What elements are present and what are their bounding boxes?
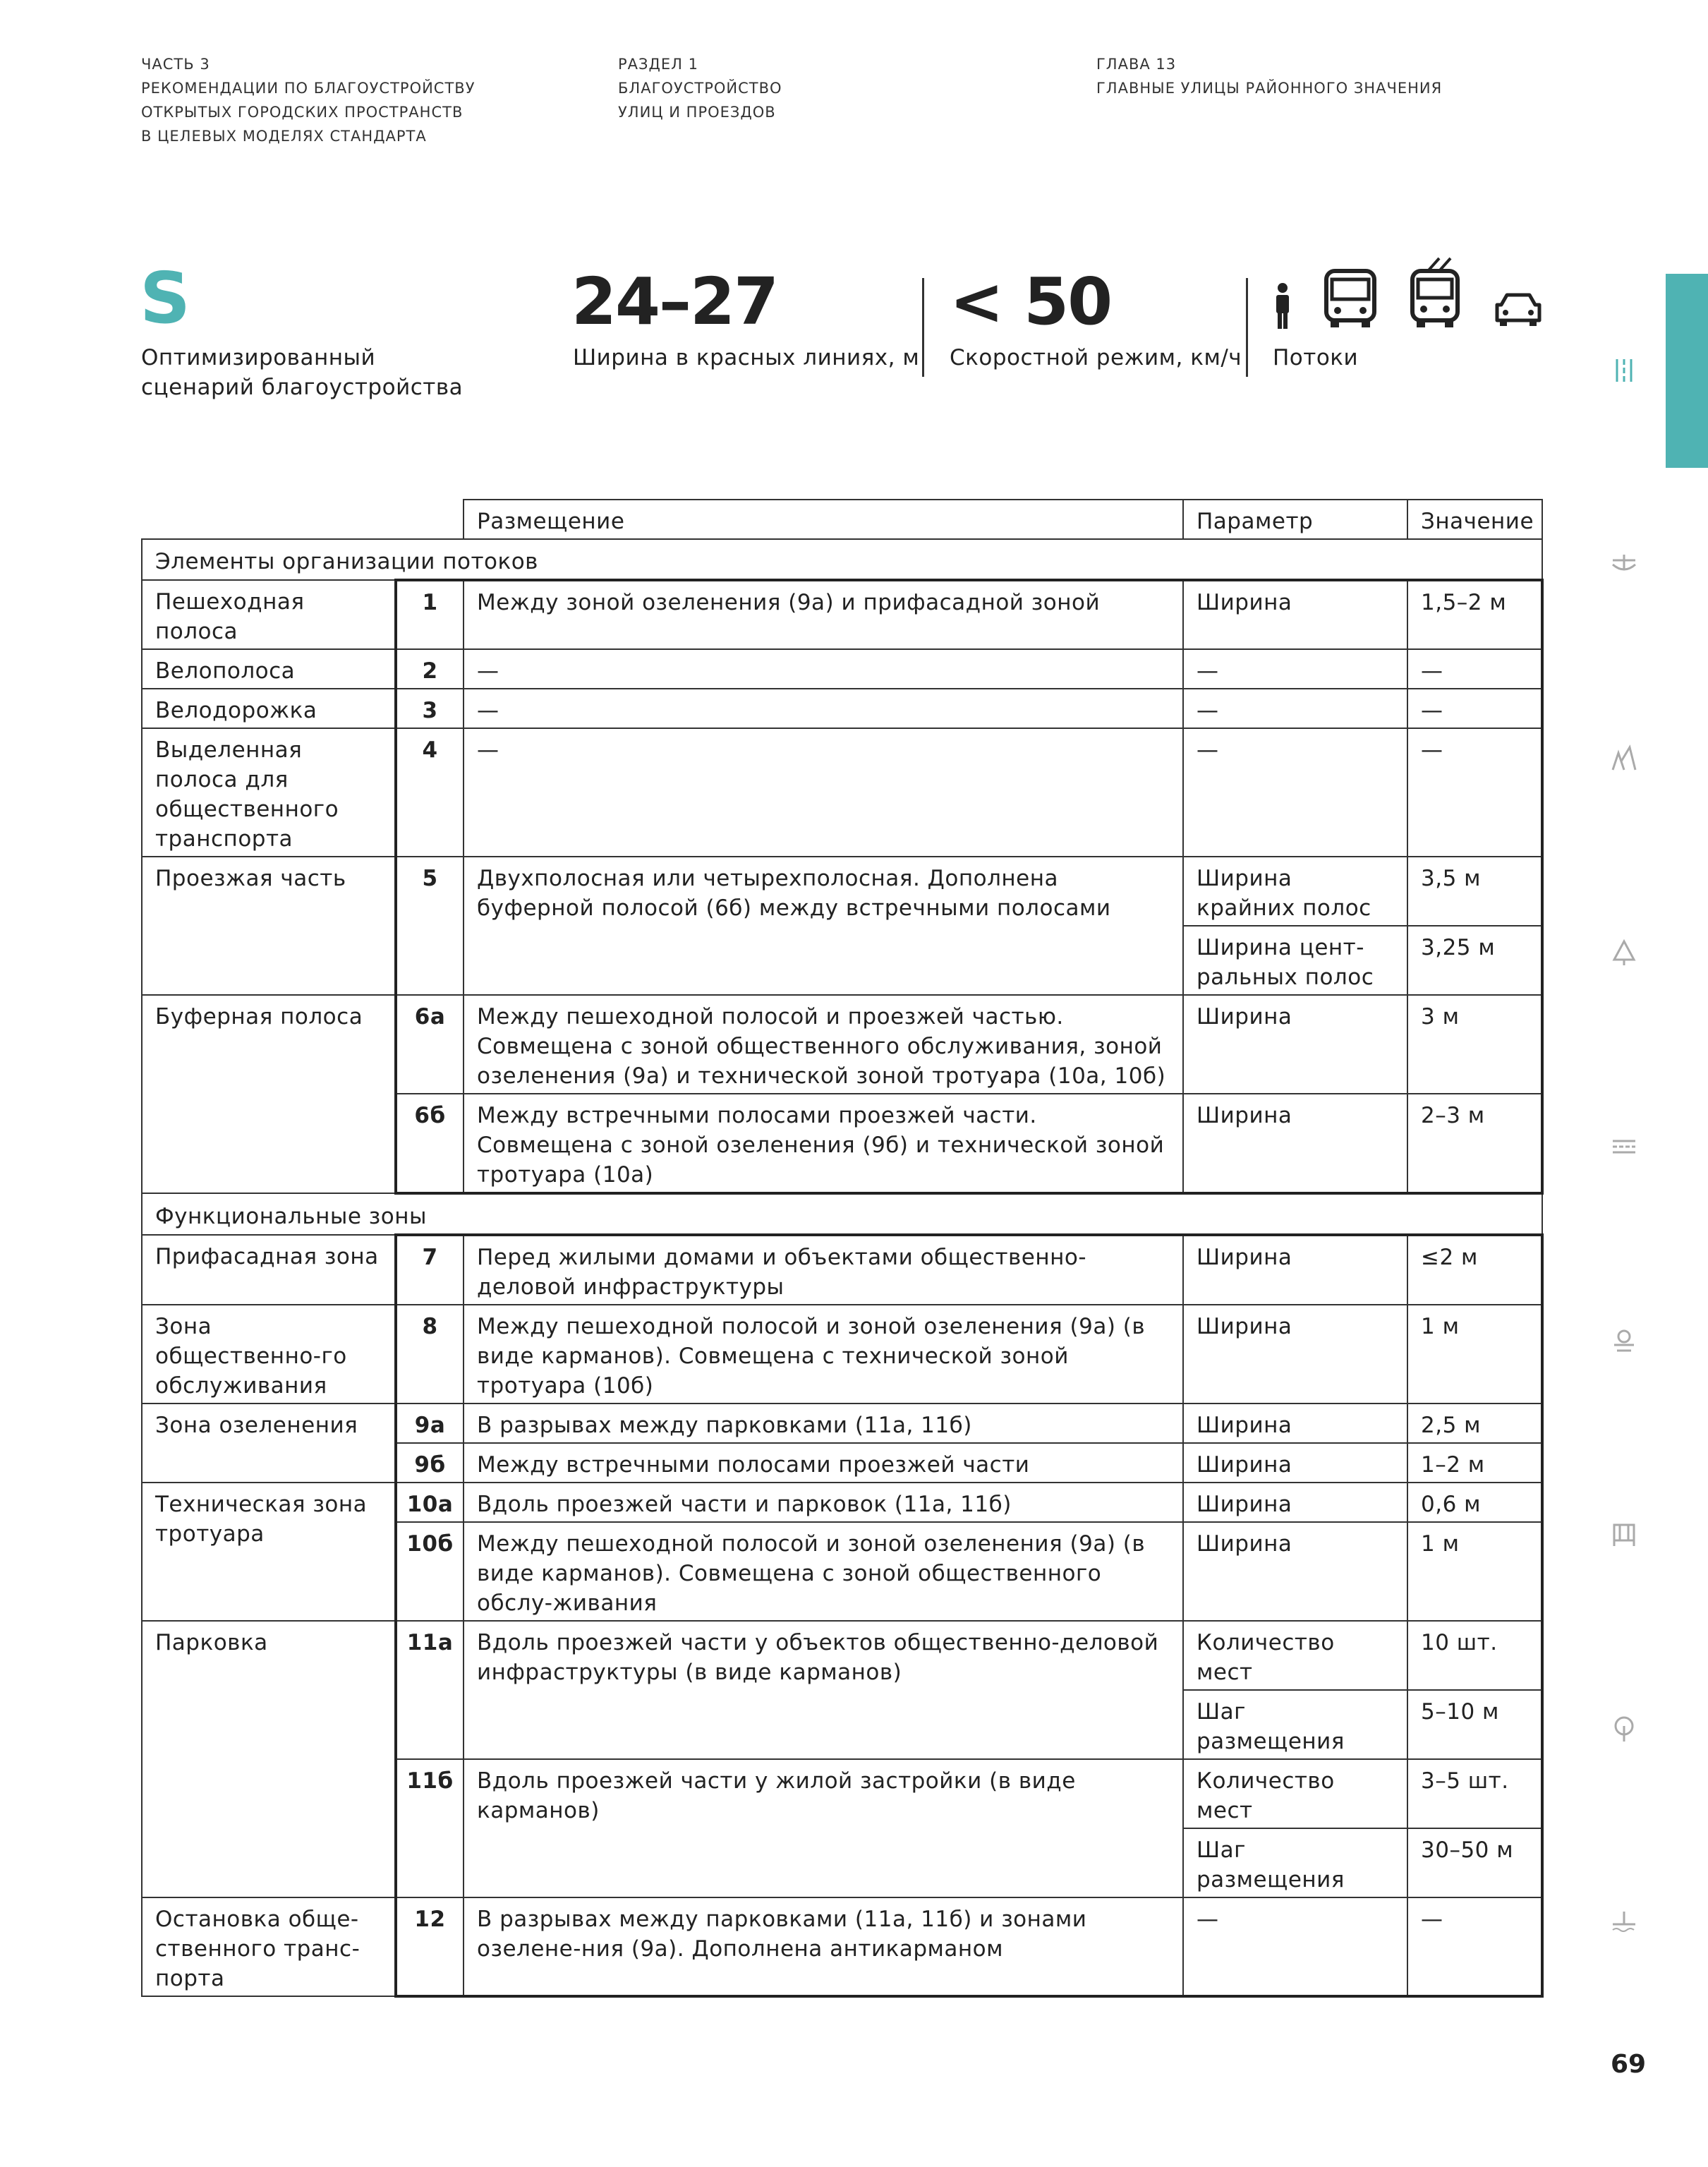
row-value: ≤2 м — [1407, 1235, 1542, 1305]
row-name: Зона общественно-го обслуживания — [142, 1305, 396, 1404]
header-chapter-line: ГЛАВНЫЕ УЛИЦЫ РАЙОННОГО ЗНАЧЕНИЯ — [1096, 80, 1443, 97]
row-parameter: Ширина — [1183, 580, 1407, 649]
row-number: 6а — [396, 995, 464, 1094]
header-part-line: ОТКРЫТЫХ ГОРОДСКИХ ПРОСТРАНСТВ — [141, 104, 464, 121]
row-placement: Между встречными полосами проезжей части — [464, 1443, 1183, 1483]
header-chapter — [1096, 52, 1442, 100]
header-section — [618, 52, 782, 124]
row-parameter: Ширина — [1183, 1522, 1407, 1621]
table-row — [142, 580, 1542, 649]
row-number: 2 — [396, 649, 464, 689]
row-number: 9а — [396, 1404, 464, 1443]
row-value: 1–2 м — [1407, 1443, 1542, 1483]
row-value: 2,5 м — [1407, 1404, 1542, 1443]
table-row — [142, 728, 1542, 857]
row-number: 6б — [396, 1094, 464, 1193]
row-parameter: Ширина цент-ральных полос — [1183, 926, 1407, 995]
row-placement: — — [464, 649, 1183, 689]
table-row — [142, 1305, 1542, 1404]
row-value: 5–10 м — [1407, 1690, 1542, 1759]
row-number: 8 — [396, 1305, 464, 1404]
table-row — [142, 857, 1542, 926]
row-number: 1 — [396, 580, 464, 649]
row-value: — — [1407, 1897, 1542, 1996]
row-parameter: Шаг размещения — [1183, 1690, 1407, 1759]
row-number: 12 — [396, 1897, 464, 1996]
row-placement: Вдоль проезжей части и парковок (11а, 11б) — [464, 1483, 1183, 1522]
building-icon[interactable] — [1610, 744, 1638, 773]
row-parameter: Ширина — [1183, 1235, 1407, 1305]
row-name: Пешеходная полоса — [142, 580, 396, 649]
sidebar-active-tab[interactable] — [1666, 274, 1708, 468]
row-parameter: Шаг размещения — [1183, 1828, 1407, 1897]
row-name: Зона озеленения — [142, 1404, 396, 1483]
bridge-icon[interactable] — [1610, 550, 1638, 579]
tree-icon[interactable] — [1610, 938, 1638, 967]
row-name: Выделенная полоса для общественного транспорта — [142, 728, 396, 857]
row-value: 30–50 м — [1407, 1828, 1542, 1897]
row-placement: В разрывах между парковками (11а, 11б) — [464, 1404, 1183, 1443]
row-placement: Двухполосная или четырехполосная. Дополнена буферной полосой (6б) между встречными полосами — [464, 857, 1183, 995]
scenario-caption — [141, 343, 463, 402]
row-value: — — [1407, 728, 1542, 857]
row-value: 2–3 м — [1407, 1094, 1542, 1193]
row-value: 10 шт. — [1407, 1621, 1542, 1690]
row-parameter: Ширина — [1183, 1305, 1407, 1404]
section-title: Элементы организации потоков — [142, 539, 1542, 580]
row-value: 3,25 м — [1407, 926, 1542, 995]
row-name: Техническая зона тротуара — [142, 1483, 396, 1621]
speed-value: < 50 — [950, 264, 1112, 339]
header-section-line: РАЗДЕЛ 1 — [618, 56, 698, 73]
divider — [922, 278, 924, 377]
scenario-letter: S — [140, 257, 191, 339]
header-part-line: В ЦЕЛЕВЫХ МОДЕЛЯХ СТАНДАРТА — [141, 128, 427, 145]
table-row — [142, 649, 1542, 689]
row-parameter: Количество мест — [1183, 1621, 1407, 1690]
row-name: Парковка — [142, 1621, 396, 1897]
row-value: 1,5–2 м — [1407, 580, 1542, 649]
section-row — [142, 539, 1542, 580]
row-placement: Между пешеходной полосой и проезжей частью. Совмещена с зоной общественного обслуживания, зоной озеленения (9а) и технической зоной тротуара (10а, 10б) — [464, 995, 1183, 1094]
width-label: Ширина в красных линиях, м — [573, 345, 920, 370]
row-parameter: Ширина крайних полос — [1183, 857, 1407, 926]
header-part-line: ЧАСТЬ 3 — [141, 56, 210, 73]
row-number: 9б — [396, 1443, 464, 1483]
row-placement: Перед жилыми домами и объектами общественно-деловой инфраструктуры — [464, 1235, 1183, 1305]
row-placement: Вдоль проезжей части у жилой застройки (в виде карманов) — [464, 1759, 1183, 1897]
specification-table — [141, 499, 1544, 1998]
scenario-caption-line: Оптимизированный — [141, 345, 376, 370]
bus-icon — [1322, 267, 1379, 330]
table-row — [142, 1235, 1542, 1305]
row-number: 7 — [396, 1235, 464, 1305]
trolleybus-icon — [1408, 255, 1462, 330]
table-row — [142, 1483, 1542, 1522]
row-placement: В разрывах между парковками (11а, 11б) и зонами озелене-ния (9а). Дополнена антикарманом — [464, 1897, 1183, 1996]
pedestrian-icon — [1270, 282, 1295, 332]
row-name: Велодорожка — [142, 689, 396, 728]
header-chapter-line: ГЛАВА 13 — [1096, 56, 1177, 73]
row-name: Велополоса — [142, 649, 396, 689]
gate-icon[interactable] — [1610, 1521, 1638, 1549]
row-number: 11б — [396, 1759, 464, 1897]
header-section-line: БЛАГОУСТРОЙСТВО — [618, 80, 782, 97]
header-section-line: УЛИЦ И ПРОЕЗДОВ — [618, 104, 776, 121]
row-name: Остановка обще-ственного транс-порта — [142, 1897, 396, 1996]
table-row — [142, 1897, 1542, 1996]
speed-label: Скоростной режим, км/ч — [950, 345, 1242, 370]
table-row — [142, 1404, 1542, 1443]
row-placement: Вдоль проезжей части у объектов общественно-деловой инфраструктуры (в виде карманов) — [464, 1621, 1183, 1759]
header-part — [141, 52, 476, 148]
row-parameter: Ширина — [1183, 1443, 1407, 1483]
table-row — [142, 1621, 1542, 1690]
row-value: 3 м — [1407, 995, 1542, 1094]
fountain-icon[interactable] — [1610, 1327, 1638, 1355]
park-icon[interactable] — [1610, 1715, 1638, 1743]
section-row — [142, 1193, 1542, 1235]
flows-label: Потоки — [1273, 345, 1359, 370]
row-value: 1 м — [1407, 1305, 1542, 1404]
row-number: 3 — [396, 689, 464, 728]
table-header-row — [142, 500, 1542, 539]
embankment-icon[interactable] — [1610, 1133, 1638, 1161]
column-header-parameter: Параметр — [1183, 500, 1407, 539]
row-name: Прифасадная зона — [142, 1235, 396, 1305]
row-placement: Между пешеходной полосой и зоной озеленения (9а) (в виде карманов). Совмещена с технической зоной тротуара (10б) — [464, 1305, 1183, 1404]
row-parameter: Ширина — [1183, 1404, 1407, 1443]
waterfront-icon[interactable] — [1610, 1909, 1638, 1937]
column-header-value: Значение — [1407, 500, 1542, 539]
row-number: 10а — [396, 1483, 464, 1522]
row-placement: — — [464, 689, 1183, 728]
row-name: Проезжая часть — [142, 857, 396, 995]
row-number: 11а — [396, 1621, 464, 1759]
row-value: 3,5 м — [1407, 857, 1542, 926]
row-placement: Между пешеходной полосой и зоной озеленения (9а) (в виде карманов). Совмещена с зоной общественного обслу-живания — [464, 1522, 1183, 1621]
row-value: 0,6 м — [1407, 1483, 1542, 1522]
column-header-placement: Размещение — [464, 500, 1183, 539]
row-placement: Между встречными полосами проезжей части. Совмещена с зоной озеленения (9б) и технической зоной тротуара (10а) — [464, 1094, 1183, 1193]
row-number: 4 — [396, 728, 464, 857]
row-number: 5 — [396, 857, 464, 995]
divider — [1246, 278, 1248, 377]
row-placement: — — [464, 728, 1183, 857]
row-name: Буферная полоса — [142, 995, 396, 1193]
table-row — [142, 995, 1542, 1094]
row-value: — — [1407, 649, 1542, 689]
row-parameter: Ширина — [1183, 1094, 1407, 1193]
row-value: — — [1407, 689, 1542, 728]
row-parameter: Ширина — [1183, 1483, 1407, 1522]
row-value: 3–5 шт. — [1407, 1759, 1542, 1828]
row-number: 10б — [396, 1522, 464, 1621]
scenario-caption-line: сценарий благоустройства — [141, 375, 464, 400]
table-row — [142, 689, 1542, 728]
header-part-line: РЕКОМЕНДАЦИИ ПО БЛАГОУСТРОЙСТВУ — [141, 80, 476, 97]
width-value: 24–27 — [571, 264, 778, 339]
row-parameter: — — [1183, 1897, 1407, 1996]
car-icon — [1494, 291, 1542, 327]
street-icon[interactable] — [1610, 356, 1638, 385]
row-parameter: — — [1183, 689, 1407, 728]
row-parameter: Количество мест — [1183, 1759, 1407, 1828]
row-parameter: — — [1183, 649, 1407, 689]
row-value: 1 м — [1407, 1522, 1542, 1621]
page-number: 69 — [1611, 2050, 1647, 2079]
section-title: Функциональные зоны — [142, 1193, 1542, 1235]
row-placement: Между зоной озеленения (9а) и прифасадной зоной — [464, 580, 1183, 649]
row-parameter: — — [1183, 728, 1407, 857]
row-parameter: Ширина — [1183, 995, 1407, 1094]
